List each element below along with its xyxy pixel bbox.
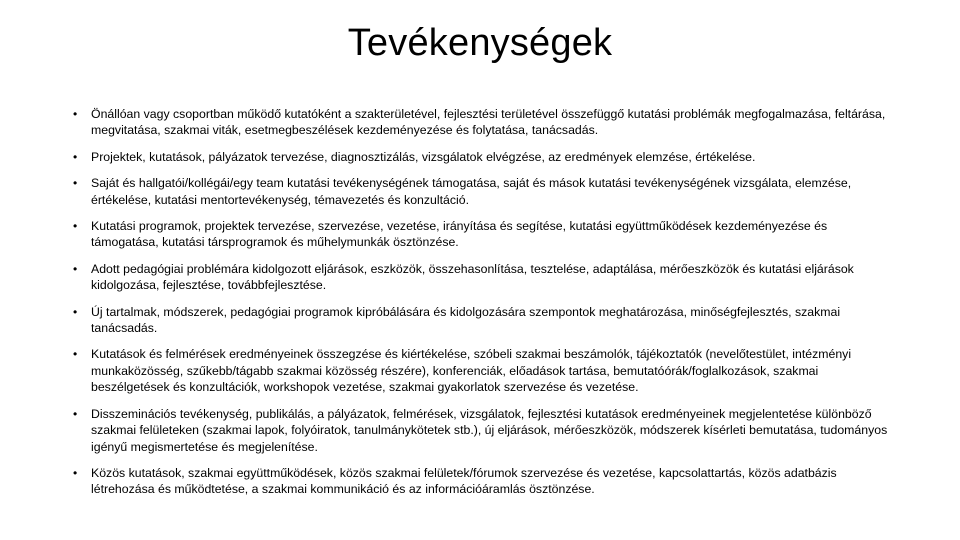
list-item	[73, 406, 893, 455]
list-item	[73, 304, 893, 337]
bullet-text: Kutatások és felmérések eredményeinek összegzése és kiértékelése, szóbeli szakmai beszámolók, tájékoztatók (nevelőtestület, intézményi munkaközösség, szűkebb/tágabb szakmai közösség részére), konferenciák, előadások tartása, bemutatóórák/foglalkozások, szakmai beszélgetések és konzultációk, workshopok vezetése, szakmai gyakorlatok szervezése és vezetése.	[91, 347, 852, 395]
slide-title: Tevékenységek	[347, 22, 613, 64]
list-item	[73, 218, 893, 251]
bullet-icon: •	[73, 219, 78, 234]
bullet-icon: •	[73, 261, 78, 276]
list-item	[73, 261, 893, 294]
bullet-icon: •	[73, 406, 78, 421]
list-item	[73, 465, 893, 498]
bullet-icon: •	[73, 465, 78, 480]
list-item	[73, 149, 893, 165]
list-item	[73, 106, 893, 139]
bullet-text: Projektek, kutatások, pályázatok tervezése, diagnosztizálás, vizsgálatok elvégzése, az eredmények elemzése, értékelése.	[91, 149, 756, 164]
bullet-text: Új tartalmak, módszerek, pedagógiai programok kipróbálására és kidolgozására szempontok meghatározása, minőségfejlesztés, szakmai tanácsadás.	[91, 304, 841, 336]
bullet-text: Adott pedagógiai problémára kidolgozott eljárások, eszközök, összehasonlítása, tesztelése, adaptálása, mérőeszközök és kutatási eljárások kidolgozása, fejlesztése, továbbfejlesztése.	[91, 261, 854, 293]
bullet-icon: •	[73, 304, 78, 319]
bullet-icon: •	[73, 107, 78, 121]
bullet-text: Saját és hallgatói/kollégái/egy team kutatási tevékenységének támogatása, saját és mások kutatási tevékenységének vizsgálata, elemzése, értékelése, kutatási mentortevékenység, témavezetés és konzultáció.	[91, 176, 852, 207]
list-item	[73, 346, 893, 395]
bullet-icon: •	[73, 176, 78, 191]
bullet-text: Disszeminációs tevékenység, publikálás, a pályázatok, felmérések, vizsgálatok, fejlesztési kutatások eredményeinek megjelentetése különböző szakmai felületeken (szakmai lapok, folyóiratok, tanulmánykötetek stb.), új eljárások, mérőeszközök, módszerek kísérleti bemutatása, tudományos igényű megismertetése és megjelenítése.	[91, 406, 888, 454]
bullet-icon: •	[73, 149, 78, 164]
bullet-text: Önállóan vagy csoportban működő kutatóként a szakterületével, fejlesztési területével összefüggő kutatási problémák megfogalmazása, feltárása, megvitatása, szakmai viták, esetmegbeszélések kezdeményezése és folytatása, tanácsadás.	[91, 107, 886, 138]
list-item	[73, 175, 893, 208]
bullet-text: Kutatási programok, projektek tervezése, szervezése, vezetése, irányítása és segítése, kutatási együttműködések kezdeményezése és támogatása, kutatási társprogramok és műhelymunkák ösztönzése.	[91, 219, 828, 250]
bullet-list	[73, 106, 893, 508]
bullet-text: Közös kutatások, szakmai együttműködések, közös szakmai felületek/fórumok szervezése és vezetése, kapcsolattartás, közös adatbázis létrehozása és működtetése, a szakmai kommunikáció és az információáramlás ösztönzése.	[91, 465, 837, 497]
bullet-icon: •	[73, 347, 78, 362]
